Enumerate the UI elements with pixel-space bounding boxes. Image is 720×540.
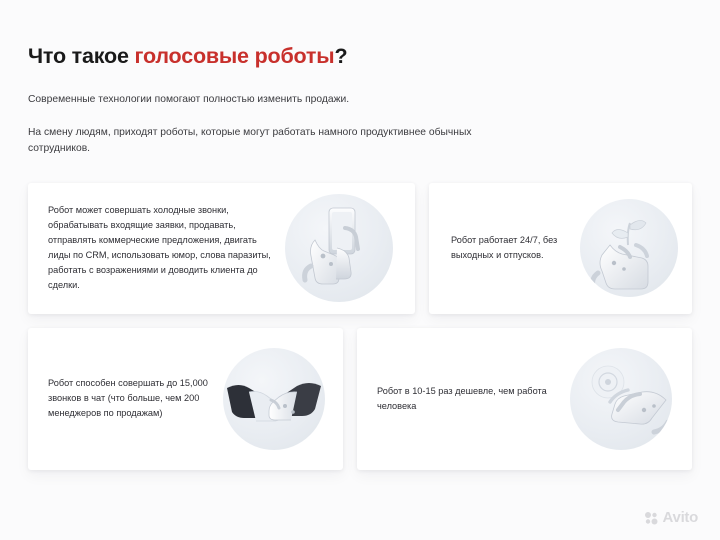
feature-card-capabilities [28,183,415,314]
robot-hand-touch-image [570,348,672,450]
watermark-label: Avito [662,509,698,526]
cards-row-top [28,183,692,314]
feature-card-text: Робот в 10-15 раз дешевле, чем работа человека [377,385,547,411]
headline-part-after: ? [334,44,348,68]
feature-card-cost [357,328,692,470]
headline-accent: голосовые роботы [134,44,335,68]
feature-card-text: Робот способен совершать до 15,000 звонков в чат (что больше, чем 200 менеджеров по продажам) [48,378,208,419]
feature-card-text: Робот работает 24/7, без выходных и отпусков. [451,235,558,261]
lead-paragraph-1: Современные технологии помогают полностью изменить продажи. [28,93,350,105]
feature-card-text: Робот может совершать холодные звонки, обрабатывать входящие заявки, продавать, отправлять коммерческие предложения, двигать лиды по CRM, использовать юмор, слова паразиты, работать с возражениями и доводить клиента до сделки. [48,205,271,290]
feature-card-uptime [429,183,692,314]
feature-card-volume [28,328,343,470]
watermark [644,509,698,526]
robot-hand-phone-image [285,194,393,302]
robot-human-handshake-image [223,348,325,450]
robot-hand-plant-image [580,199,678,297]
headline-part-before: Что такое [28,44,135,68]
cards-row-bottom [28,328,692,470]
avito-logo-icon [644,511,658,525]
page-title [28,44,692,70]
lead-paragraph-2: На смену людям, приходят роботы, которые могут работать намного продуктивнее обычных сотрудников. [28,126,472,154]
